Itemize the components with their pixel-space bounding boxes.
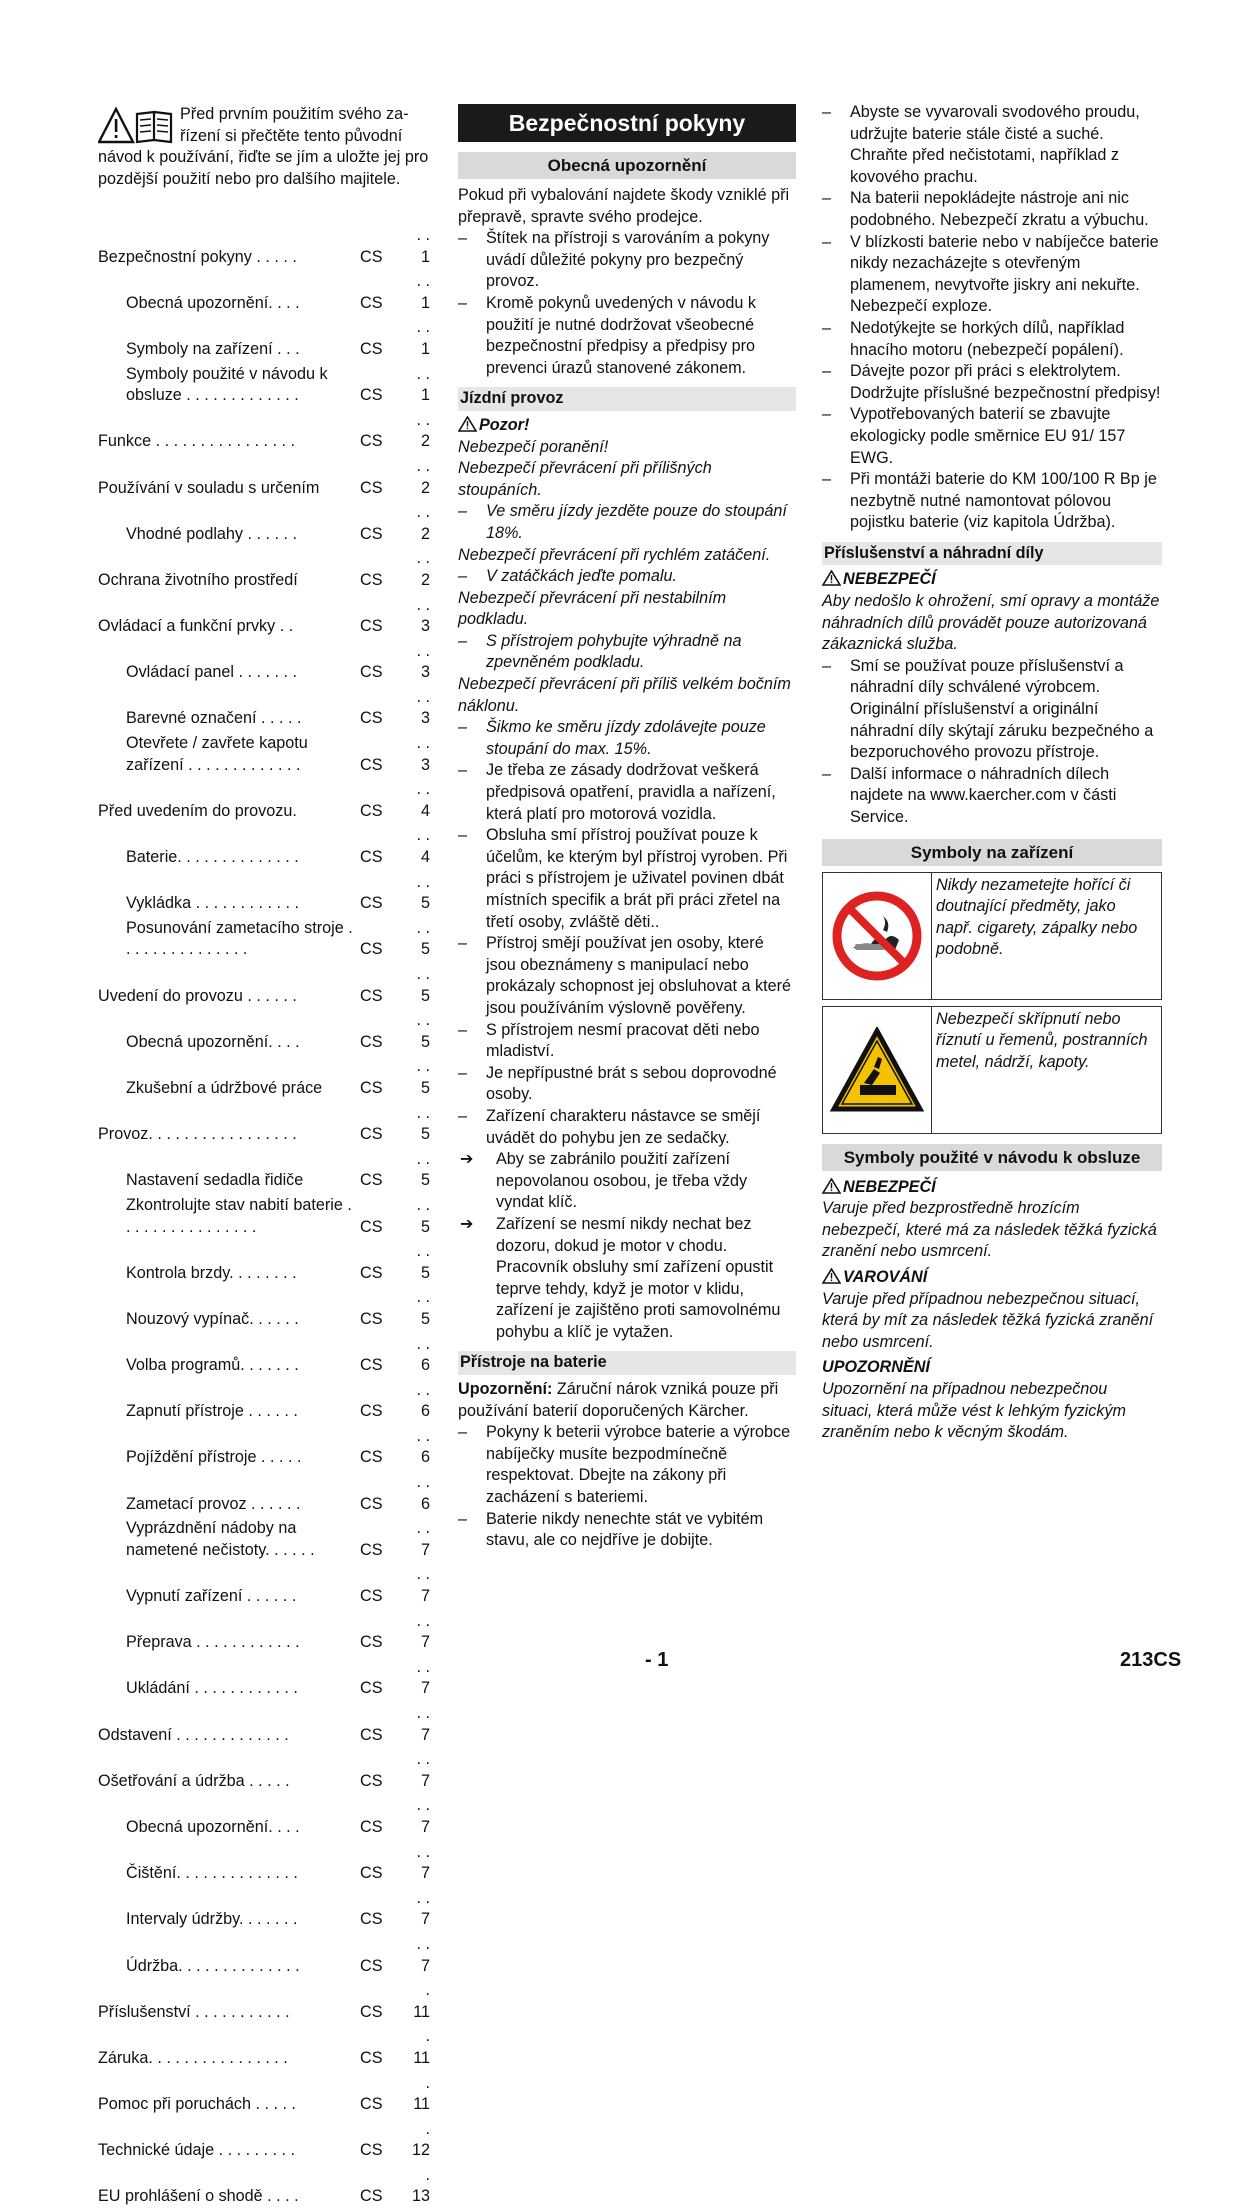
- toc-entry: Zkontrolujte stav nabití baterie . . . . . . . . . . . . . . . . CS . . 5: [126, 1195, 430, 1236]
- list-battery-cont: [822, 102, 1162, 534]
- toc-entry: Před uvedením do provozu. CS . . 4: [98, 780, 430, 820]
- list-item: – Vypotřebovaných baterií se zbavujte ekologicky podle směrnice EU 91/ 157 EWG.: [822, 405, 1126, 467]
- list-item: – Je třeba ze zásady dodržovat veškerá předpisová opatření, pravidla a nařízení, která platí pro motorová vozidla.: [458, 761, 776, 823]
- no-burning-objects-icon: [831, 890, 923, 982]
- pinch-hazard-icon: [830, 1027, 924, 1113]
- danger-label-2: NEBEZPEČÍ: [822, 1177, 1162, 1199]
- paragraph-warranty: Upozornění: Záruční nárok vzniká pouze při používání baterií doporučených Kärcher.: [458, 1380, 779, 1420]
- toc-entry: Baterie. . . . . . . . . . . . . . CS . . 4: [126, 826, 430, 867]
- list-general: [458, 228, 796, 379]
- toc-entry: Barevné označení . . . . . CS . . 3: [126, 687, 430, 728]
- toc-entry: EU prohlášení o shodě . . . . CS . 13: [98, 2165, 430, 2206]
- symbol-text-pinch: Nebezpečí skřípnutí nebo říznutí u řemenů, postranních metel, nádrží, kapoty.: [936, 1009, 1148, 1071]
- toc-entry: Posunování zametacího stroje . . . . . . . . . . . . . . . CS . . 5: [126, 918, 430, 959]
- section-manual-symbols: Symboly použité v návodu k obsluze: [822, 1144, 1162, 1171]
- list-item: – Obsluha smí přístroj používat pouze k účelům, ke kterým byl přístroj vyroben. Při práci s přístrojem je uživatel povinen dbát místních specifik a brát při práci zřetel na třetí osoby, zvláště děti..: [458, 826, 788, 931]
- toc-entry: Volba programů. . . . . . . CS . . 6: [126, 1334, 430, 1375]
- intro-line-2: řízení si přečtěte tento původní: [180, 126, 403, 145]
- notice-label: UPOZORNĚNÍ: [822, 1358, 930, 1377]
- toc-entry: Ochrana životního prostředí CS . . 2: [98, 549, 430, 589]
- list-item: – Dávejte pozor při práci s elektrolytem. Dodržujte příslušné bezpečnostní předpisy!: [822, 362, 1161, 402]
- column-right: [822, 102, 1162, 1444]
- warning-triangle-icon: [822, 570, 841, 586]
- subheading-accessories: Příslušenství a náhradní díly: [822, 542, 1162, 566]
- italic-warning-def: Varuje před případnou nebezpečnou situací, která by mít za následek těžká fyzická zranění nebo usmrcení.: [822, 1289, 1154, 1351]
- item-slope: – Ve směru jízdy jezděte pouze do stoupání 18%.: [458, 502, 787, 542]
- toc-entry: Nouzový vypínač. . . . . . CS . . 5: [126, 1288, 430, 1328]
- section-banner: Bezpečnostní pokyny: [458, 104, 796, 142]
- symbol-text-fire: Nikdy nezametejte hořící či doutnající předměty, jako např. cigarety, zápalky nebo podobně.: [936, 875, 1138, 959]
- list-item: – Další informace o náhradních dílech najdete na www.kaercher.com v části Service.: [822, 764, 1117, 826]
- italic-notice-def: Upozornění na případnou nebezpečnou situaci, která může vést k lehkým fyzickým zraněním nebo k věcným škodám.: [822, 1379, 1127, 1442]
- toc-entry: Údržba. . . . . . . . . . . . . . CS . . 7: [126, 1934, 430, 1975]
- list-item: – Zařízení charakteru nástavce se smějí uvádět do pohybu jen ze sedačky.: [458, 1106, 761, 1147]
- list-item: – Štítek na přístroji s varováním a pokyny uvádí důležité pokyny pro bezpečný provoz.: [458, 229, 770, 291]
- italic-danger-def: Varuje před bezprostředně hrozícím nebezpečí, které má za následek těžká fyzická zranění nebo usmrcení.: [822, 1199, 1157, 1261]
- warning-manual-icon: [98, 106, 176, 146]
- intro-line-1: Před prvním použitím svého za-: [180, 105, 409, 123]
- toc-entry: Pomoc při poruchách . . . . . CS . 11: [98, 2073, 430, 2114]
- toc-entry: Obecná upozornění. . . . CS . . 5: [126, 1011, 430, 1051]
- toc-entry: Ovládací panel . . . . . . . CS . . 3: [126, 641, 430, 682]
- italic-slope: Nebezpečí převrácení při přílišných stoupáních.: [458, 459, 712, 499]
- toc-entry: Záruka. . . . . . . . . . . . . . . . CS . 11: [98, 2027, 430, 2067]
- toc-entry: Používání v souladu s určením CS . . 2: [98, 456, 430, 497]
- intro-block: [98, 104, 430, 214]
- toc-entry: Nastavení sedadla řidiče CS . . 5: [126, 1149, 430, 1190]
- list-item: – Kromě pokynů uvedených v návodu k použití je nutné dodržovat všeobecné bezpečnostní předpisy a předpisy pro prevenci úrazů stanovené zákonem.: [458, 293, 756, 377]
- toc-entry: Intervaly údržby. . . . . . . CS . . 7: [126, 1888, 430, 1929]
- warning-label: VAROVÁNÍ: [822, 1267, 1162, 1289]
- toc-entry: Vypnutí zařízení . . . . . . CS . . 7: [126, 1565, 430, 1606]
- page-code: 213CS: [1120, 1649, 1182, 1671]
- list-item: – Pokyny k beterii výrobce baterie a výrobce nabíječky musíte bezpodmínečně respektovat. Dbejte na zákony při zacházení s bateriemi.: [458, 1423, 791, 1507]
- list-item: – Baterie nikdy nenechte stát ve vybitém stavu, ale co nejdříve je dobijte.: [458, 1509, 764, 1550]
- toc-entry: Příslušenství . . . . . . . . . . . CS . 11: [98, 1981, 430, 2021]
- list-item: – S přístrojem nesmí pracovat děti nebo mladiství.: [458, 1020, 760, 1061]
- warning-triangle-icon: [458, 416, 477, 432]
- toc-entry: Kontrola brzdy. . . . . . . . CS . . 5: [126, 1242, 430, 1282]
- symbol-box-fire: [822, 872, 1162, 1000]
- symbol-box-pinch: [822, 1006, 1162, 1134]
- toc-entry: Zapnutí přístroje . . . . . . CS . . 6: [126, 1380, 430, 1421]
- danger-label-1: NEBEZPEČÍ: [822, 569, 1162, 591]
- italic-tilt: Nebezpečí převrácení při příliš velkém bočním náklonu.: [458, 675, 791, 715]
- toc-entry: Vhodné podlahy . . . . . . CS . . 2: [126, 503, 430, 543]
- subheading-battery: Přístroje na baterie: [458, 1351, 796, 1375]
- section-device-symbols: Symboly na zařízení: [822, 839, 1162, 866]
- toc-entry: Otevřete / zavřete kapotu zařízení . . . . . . . . . . . . . CS . . 3: [126, 734, 430, 774]
- toc-entry: Uvedení do provozu . . . . . . CS . . 5: [98, 965, 430, 1005]
- toc-entry: Ukládání . . . . . . . . . . . . CS . . 7: [126, 1657, 430, 1698]
- toc-entry: Provoz. . . . . . . . . . . . . . . . . CS . . 5: [98, 1103, 430, 1144]
- list-item: – Na baterii nepokládejte nástroje ani nic podobného. Nebezpečí zkratu a výbuchu.: [822, 189, 1149, 229]
- column-middle: [458, 104, 796, 1552]
- italic-repairs: Aby nedošlo k ohrožení, smí opravy a montáže náhradních dílů provádět pouze autorizovaná zákaznická služba.: [822, 592, 1160, 654]
- toc-entry: Symboly použité v návodu k obsluze . . . . . . . . . . . . . CS . . 1: [126, 364, 430, 405]
- warning-triangle-icon: [822, 1268, 841, 1284]
- toc-entry: Technické údaje . . . . . . . . . CS . 12: [98, 2119, 430, 2160]
- toc-entry: Vykládka . . . . . . . . . . . . CS . . 5: [126, 872, 430, 913]
- list-item: – Nedotýkejte se horkých dílů, například hnacího motoru (nebezpečí popálení).: [822, 318, 1125, 359]
- arrow-unattended: ➔ Zařízení se nesmí nikdy nechat bez dozoru, dokud je motor v chodu. Pracovník obsluhy smí zařízení opustit teprve tehdy, když je motor v klidu, zařízení je zajištěno proti samovolnému pohybu a klíč je vytažen.: [460, 1214, 781, 1341]
- list-item: – Smí se používat pouze příslušenství a náhradní díly schválené výrobcem. Originální příslušenství a originální náhradní díly skýtají záruku bezpečného a bezporuchového provozu přístroje.: [822, 656, 1154, 762]
- toc-entry: Vyprázdnění nádoby na nametené nečistoty. . . . . . CS . . 7: [126, 1519, 430, 1559]
- list-accessories: [822, 656, 1162, 829]
- list-rules: [458, 760, 796, 1149]
- list-item: – V blízkosti baterie nebo v nabíječce baterie nikdy nezacházejte s otevřeným plamenem, nevytvořte jiskry ani nekuřte. Nebezpečí exploze.: [822, 232, 1159, 316]
- list-item: – Při montáži baterie do KM 100/100 R Bp je nezbytně nutné namontovat pólovou pojistku baterie (viz kapitola Údržba).: [822, 470, 1157, 532]
- item-surface: – S přístrojem pohybujte výhradně na zpevněném podkladu.: [458, 631, 742, 672]
- toc-entry: Bezpečnostní pokyny . . . . . CS . . 1: [98, 226, 430, 266]
- italic-surface: Nebezpečí převrácení při nestabilním podkladu.: [458, 588, 727, 629]
- italic-turn: Nebezpečí převrácení při rychlém zatáčení.: [458, 545, 771, 564]
- list-item: – Abyste se vyvarovali svodového proudu, udržujte baterie stále čisté a suché. Chraňte před nečistotami, například z kovového prachu.: [822, 103, 1140, 186]
- list-item: – Přístroj smějí používat jen osoby, které jsou obeznámeny s manipulací nebo prokázaly schopnost jej obsluhovat a které jsou používáním výslovně pověřeny.: [458, 934, 792, 1017]
- arrow-key: ➔ Aby se zabránilo použití zařízení nepovolanou osobou, je třeba vždy vyndat klíč.: [460, 1150, 748, 1212]
- toc-entry: Obecná upozornění. . . . CS . . 1: [126, 272, 430, 312]
- subheading-driving: Jízdní provoz: [458, 387, 796, 411]
- warning-triangle-icon: [822, 1178, 841, 1194]
- item-tilt: – Šikmo ke směru jízdy zdolávejte pouze stoupání do max. 15%.: [458, 718, 766, 758]
- toc-entry: Pojíždění přístroje . . . . . CS . . 6: [126, 1426, 430, 1467]
- caution-label: Pozor!: [458, 415, 796, 437]
- toc-entry: Zametací provoz . . . . . . CS . . 6: [126, 1473, 430, 1513]
- toc-entry: Symboly na zařízení . . . CS . . 1: [126, 318, 430, 358]
- toc-entry: Ovládací a funkční prvky . . CS . . 3: [98, 595, 430, 636]
- intro-text: návod k používání, řiďte se jím a uložte jej pro pozdější použití nebo pro dalšího majitele.: [98, 148, 429, 188]
- list-item: – Je nepřípustné brát s sebou doprovodné osoby.: [458, 1063, 777, 1104]
- toc-entry: Čištění. . . . . . . . . . . . . . CS . . 7: [126, 1842, 430, 1883]
- toc-entry: Přeprava . . . . . . . . . . . . CS . . 7: [126, 1611, 430, 1652]
- toc-entry: Funkce . . . . . . . . . . . . . . . . CS . . 2: [98, 410, 430, 451]
- item-turn: – V zatáčkách jeďte pomalu.: [458, 567, 677, 586]
- page-number: - 1: [645, 1649, 669, 1671]
- toc-entry: Ošetřování a údržba . . . . . CS . . 7: [98, 1750, 430, 1790]
- column-left: [98, 104, 430, 2211]
- section-general: Obecná upozornění: [458, 152, 796, 179]
- toc-entry: Odstavení . . . . . . . . . . . . . CS . . 7: [98, 1704, 430, 1744]
- toc-entry: Zkušební a údržbové práce CS . . 5: [126, 1057, 430, 1097]
- paragraph-unpacking: Pokud při vybalování najdete škody vzniklé při přepravě, spravte svého prodejce.: [458, 186, 790, 226]
- list-battery: [458, 1422, 796, 1552]
- table-of-contents: [98, 225, 430, 2208]
- toc-entry: Obecná upozornění. . . . CS . . 7: [126, 1796, 430, 1836]
- italic-injury: Nebezpečí poranění!: [458, 437, 609, 456]
